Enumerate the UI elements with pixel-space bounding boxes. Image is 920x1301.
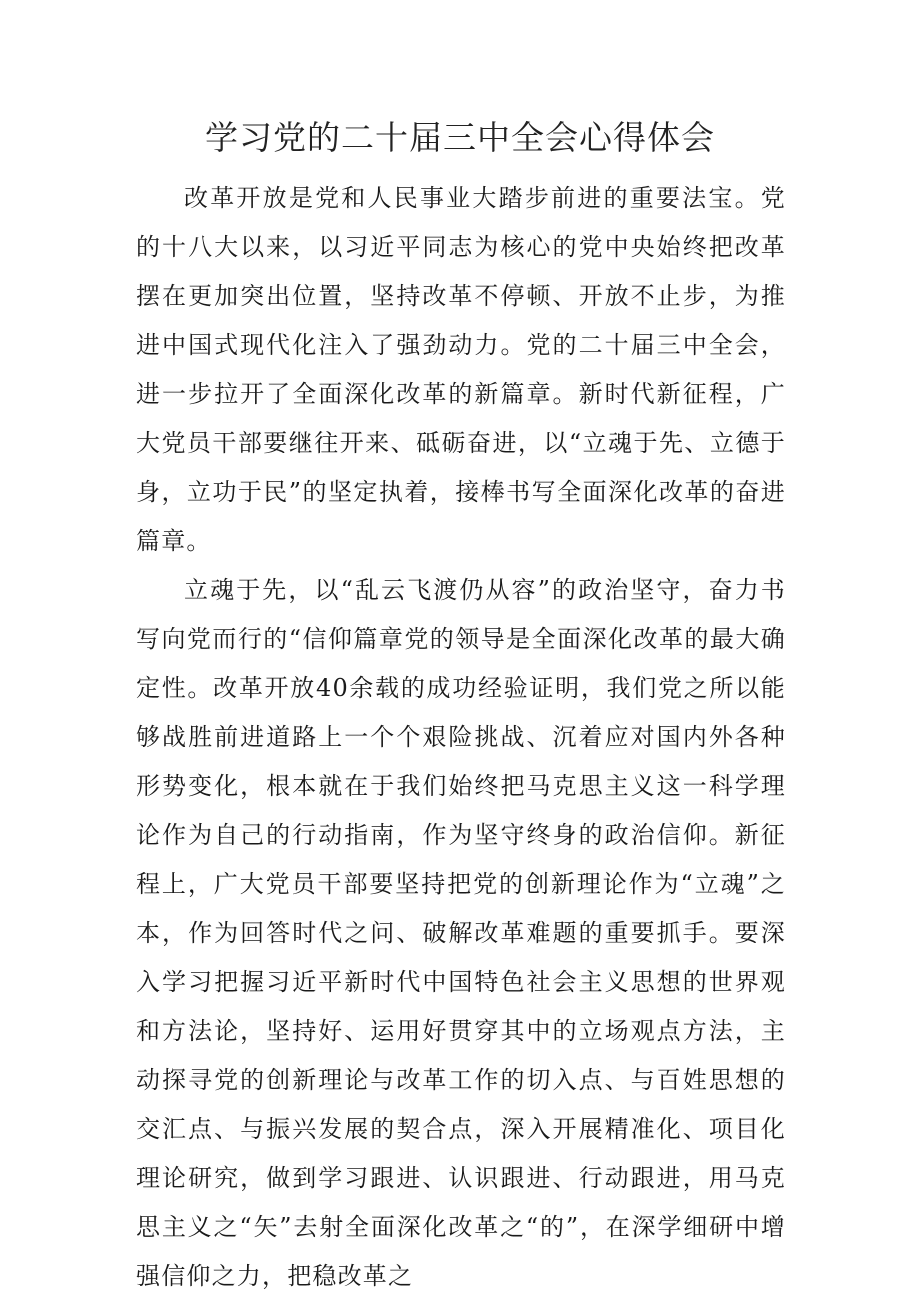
document-title: 学习党的二十届三中全会心得体会 (205, 118, 715, 157)
document-body (136, 150, 786, 1301)
paragraph-1: 改革开放是党和人民事业大踏步前进的重要法宝。党的十八大以来，以习近平同志为核心的党中央始终把改革摆在更加突出位置，坚持改革不停顿、开放不止步，为推进中国式现代化注入了强劲动力。党的二十届三中全会，进一步拉开了全面深化改革的新篇章。新时代新征程，广大党员干部要继往开来、砥砺奋进，以“立魂于先、立德于身，立功于民”的坚定执着，接棒书写全面深化改革的奋进篇章。 (136, 184, 786, 555)
paragraph-2: 立魂于先，以“乱云飞渡仍从容”的政治坚守，奋力书写向党而行的“信仰篇章党的领导是全面深化改革的最大确定性。改革开放40余载的成功经验证明，我们党之所以能够战胜前进道路上一个个艰险挑战、沉着应对国内外各种形势变化，根本就在于我们始终把马克思主义这一科学理论作为自己的行动指南，作为坚守终身的政治信仰。新征程上，广大党员干部要坚持把党的创新理论作为“立魂”之本，作为回答时代之问、破解改革难题的重要抓手。要深入学习把握习近平新时代中国特色社会主义思想的世界观和方法论，坚持好、运用好贯穿其中的立场观点方法，主动探寻党的创新理论与改革工作的切入点、与百姓思想的交汇点、与振兴发展的契合点，深入开展精准化、项目化理论研究，做到学习跟进、认识跟进、行动跟进，用马克思主义之“矢”去射全面深化改革之“的”，在深学细研中增强信仰之力，把稳改革之 (136, 576, 786, 1290)
